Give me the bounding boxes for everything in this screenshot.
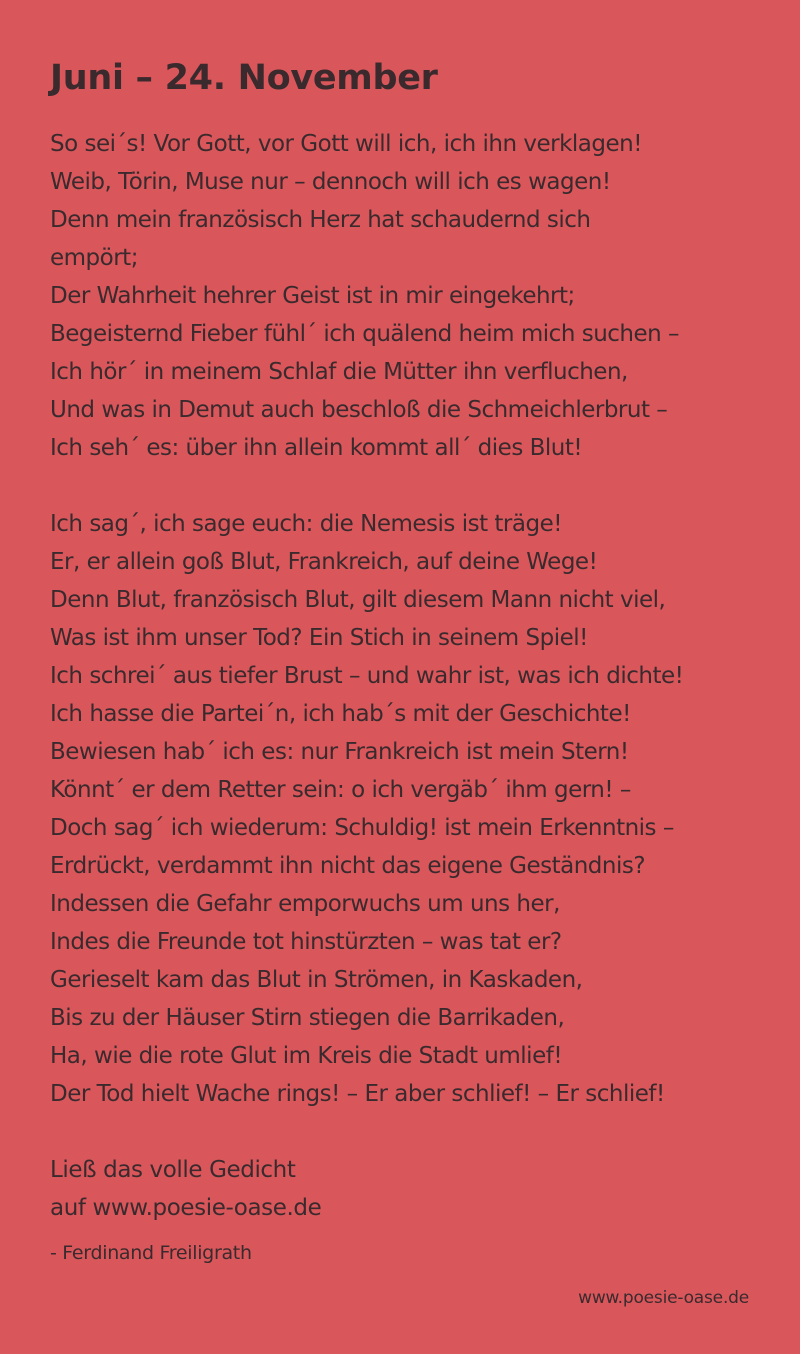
poem-line: Ich hör´ in meinem Schlaf die Mütter ihn verfluchen, xyxy=(50,359,628,385)
stanza-2 xyxy=(50,505,780,1113)
poem-line: Erdrückt, verdammt ihn nicht das eigene Geständnis? xyxy=(50,853,646,879)
poem-author: - Ferdinand Freiligrath xyxy=(50,1242,252,1264)
stanza-separator xyxy=(50,467,780,505)
full-poem-note-link: auf www.poesie-oase.de xyxy=(50,1195,322,1221)
poem-line: Ha, wie die rote Glut im Kreis die Stadt umlief! xyxy=(50,1043,563,1069)
poem-line: Denn Blut, französisch Blut, gilt diesem Mann nicht viel, xyxy=(50,587,666,613)
poem-line: Bewiesen hab´ ich es: nur Frankreich ist mein Stern! xyxy=(50,739,629,765)
poem-line: Doch sag´ ich wiederum: Schuldig! ist mein Erkenntnis – xyxy=(50,815,674,841)
poem-line: Ich hasse die Partei´n, ich hab´s mit der Geschichte! xyxy=(50,701,631,727)
poem-line: Was ist ihm unser Tod? Ein Stich in seinem Spiel! xyxy=(50,625,588,651)
full-poem-note xyxy=(50,1151,321,1227)
poem-line: Denn mein französisch Herz hat schaudernd sich xyxy=(50,207,591,233)
poem-line: Gerieselt kam das Blut in Strömen, in Kaskaden, xyxy=(50,967,583,993)
stanza-1 xyxy=(50,125,780,467)
poem-line: Indessen die Gefahr emporwuchs um uns her, xyxy=(50,891,560,917)
full-poem-note-line: Ließ das volle Gedicht xyxy=(50,1157,296,1183)
poem-line: So sei´s! Vor Gott, vor Gott will ich, ich ihn verklagen! xyxy=(50,131,642,157)
poem-line: Ich sag´, ich sage euch: die Nemesis ist träge! xyxy=(50,511,562,537)
poem-title: Juni – 24. November xyxy=(50,58,438,98)
site-watermark: www.poesie-oase.de xyxy=(578,1288,749,1308)
poem-line: Indes die Freunde tot hinstürzten – was tat er? xyxy=(50,929,562,955)
poem-line: Begeisternd Fieber fühl´ ich quälend heim mich suchen – xyxy=(50,321,680,347)
poem-line: Der Wahrheit hehrer Geist ist in mir eingekehrt; xyxy=(50,283,575,309)
poem-line: Könnt´ er dem Retter sein: o ich vergäb´ ihm gern! – xyxy=(50,777,631,803)
poem-body xyxy=(50,125,780,1113)
poem-line: Der Tod hielt Wache rings! – Er aber schlief! – Er schlief! xyxy=(50,1081,665,1107)
poem-line: Ich seh´ es: über ihn allein kommt all´ dies Blut! xyxy=(50,435,583,461)
poem-line: Bis zu der Häuser Stirn stiegen die Barrikaden, xyxy=(50,1005,565,1031)
poem-line: Er, er allein goß Blut, Frankreich, auf deine Wege! xyxy=(50,549,598,575)
poem-line: empört; xyxy=(50,245,138,271)
poem-line: Und was in Demut auch beschloß die Schmeichlerbrut – xyxy=(50,397,668,423)
poem-line: Weib, Törin, Muse nur – dennoch will ich es wagen! xyxy=(50,169,611,195)
poem-line: Ich schrei´ aus tiefer Brust – und wahr ist, was ich dichte! xyxy=(50,663,684,689)
